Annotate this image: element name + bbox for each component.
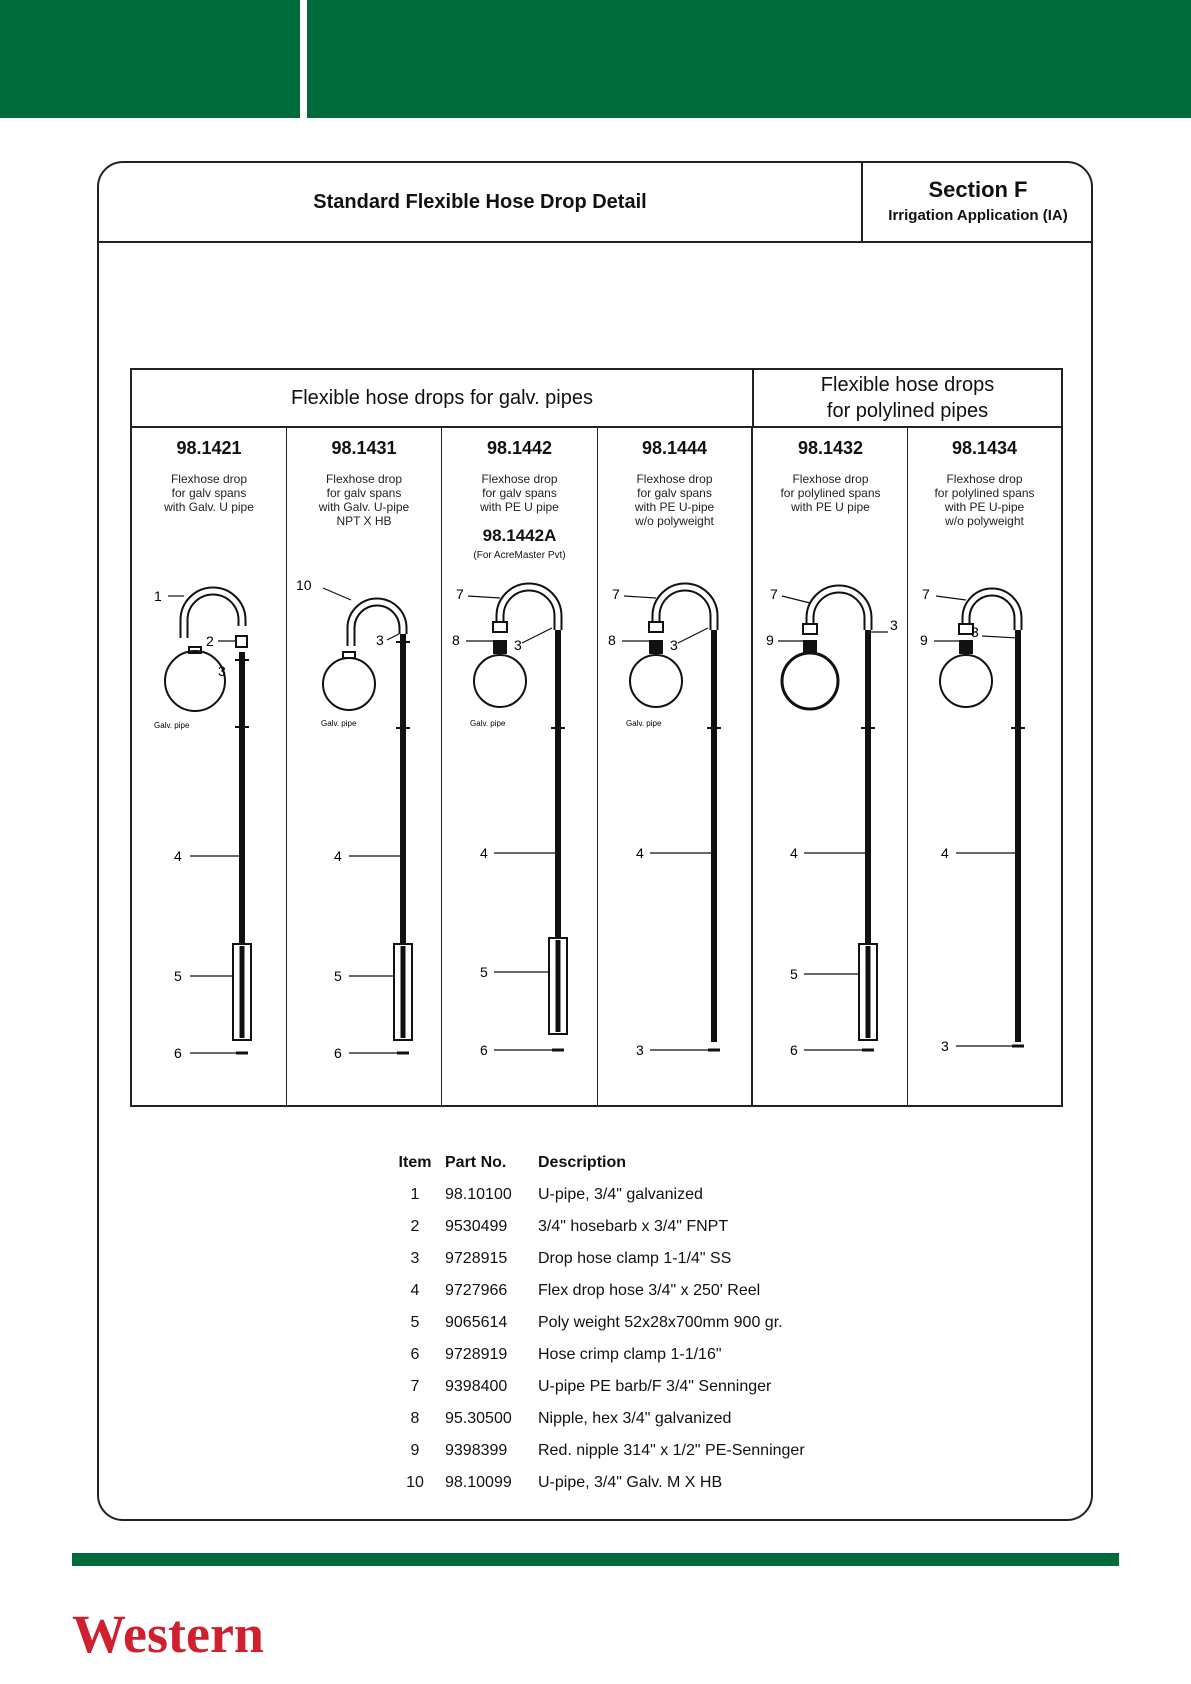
callout: 7 [922, 586, 930, 602]
callout: 4 [790, 845, 798, 861]
row-part-no: 98.10099 [445, 1474, 512, 1491]
callout: 3 [941, 1038, 949, 1054]
drop-column-98-1444 [598, 428, 753, 1105]
row-description: Drop hose clamp 1-1/4" SS [538, 1250, 732, 1267]
part-description [914, 472, 1055, 528]
parts-list-header [390, 1154, 910, 1184]
row-description: U-pipe, 3/4" galvanized [538, 1186, 703, 1203]
row-part-no: 9398400 [445, 1378, 508, 1395]
row-part-no: 95.30500 [445, 1410, 512, 1427]
callout: 5 [790, 966, 798, 982]
desc-line: for polylined spans [934, 486, 1035, 500]
part-number: 98.1444 [641, 438, 708, 458]
drop-diagram-98-1431 [287, 428, 442, 1105]
row-description: Hose crimp clamp 1-1/16" [538, 1346, 722, 1363]
row-part-no: 9727966 [445, 1282, 508, 1299]
drop-column-98-1442 [442, 428, 598, 1105]
desc-line: with Galv. U pipe [164, 500, 254, 514]
header-item: Item [398, 1154, 432, 1171]
callout: 3 [636, 1042, 644, 1058]
row-description: U-pipe, 3/4" Galv. M X HB [538, 1474, 723, 1491]
callout: 3 [890, 617, 898, 633]
row-part-no: 9728915 [445, 1250, 508, 1267]
callout: 6 [480, 1042, 488, 1058]
pipe-label: Galv. pipe [154, 721, 190, 730]
callout: 4 [174, 848, 182, 864]
part-description [293, 472, 435, 528]
drop-diagram-98-1432 [754, 428, 909, 1105]
row-item: 2 [410, 1218, 420, 1235]
part-number: 98.1431 [331, 438, 397, 458]
pipe-label: Galv. pipe [321, 719, 357, 728]
part-number: 98.1434 [951, 438, 1018, 458]
parts-list-row [390, 1186, 910, 1216]
parts-list-row [390, 1282, 910, 1312]
parts-list-row [390, 1346, 910, 1376]
row-item: 7 [410, 1378, 420, 1395]
callout: 4 [480, 845, 488, 861]
callout: 9 [920, 632, 928, 648]
row-item: 8 [410, 1410, 420, 1427]
part-description [448, 472, 591, 514]
row-item: 1 [410, 1186, 420, 1203]
callout: 1 [154, 588, 162, 604]
row-description: Flex drop hose 3/4" x 250' Reel [538, 1282, 761, 1299]
callout: 6 [174, 1045, 182, 1061]
alternate-part-number: 98.1442A [482, 526, 557, 545]
desc-line: w/o polyweight [945, 514, 1024, 528]
desc-line: for galv spans [637, 486, 712, 500]
part-number: 98.1442 [486, 438, 553, 458]
row-part-no: 9065614 [445, 1314, 508, 1331]
row-description: U-pipe PE barb/F 3/4" Senninger [538, 1378, 772, 1395]
western-logo [70, 1600, 340, 1670]
parts-list-row [390, 1250, 910, 1280]
drop-column-98-1431 [287, 428, 442, 1105]
part-number: 98.1432 [797, 438, 864, 458]
pipe-label: Galv. pipe [626, 719, 662, 728]
parts-list-row [390, 1474, 910, 1504]
desc-line: w/o polyweight [635, 514, 714, 528]
row-item: 5 [410, 1314, 420, 1331]
header-band-left [0, 0, 300, 118]
group-galv-header: Flexible hose drops for galv. pipes [132, 370, 754, 428]
callout: 8 [608, 632, 616, 648]
alternate-part-note: (For AcreMaster Pvt) [473, 550, 566, 561]
desc-line: NPT X HB [336, 514, 392, 528]
drop-column-98-1434 [908, 428, 1061, 1105]
callout: 7 [456, 586, 464, 602]
parts-list-row [390, 1410, 910, 1440]
drop-column-98-1432 [754, 428, 908, 1105]
desc-line: Flexhose drop [170, 472, 248, 486]
callout: 4 [636, 845, 644, 861]
callout: 3 [971, 624, 979, 640]
group-poly-line2: for polylined pipes [826, 400, 989, 422]
parts-list-row [390, 1442, 910, 1472]
desc-line: Flexhose drop [946, 472, 1023, 486]
desc-line: with PE U pipe [480, 500, 559, 514]
row-item: 6 [410, 1346, 420, 1363]
callout: 5 [334, 968, 342, 984]
callout: 3 [670, 637, 678, 653]
row-description: Nipple, hex 3/4" galvanized [538, 1410, 732, 1427]
hose-drop-grid [130, 368, 1063, 1107]
desc-line: for galv spans [171, 486, 247, 500]
header-band-right [307, 0, 1191, 118]
callout: 6 [334, 1045, 342, 1061]
desc-line: for polylined spans [780, 486, 881, 500]
callout: 9 [766, 632, 774, 648]
drop-diagram-98-1434 [908, 428, 1063, 1105]
callout: 6 [790, 1042, 798, 1058]
desc-line: with Galv. U-pipe [318, 500, 410, 514]
desc-line: Flexhose drop [636, 472, 713, 486]
group-poly-line1: Flexible hose drops [820, 374, 995, 396]
callout: 5 [480, 964, 488, 980]
row-description: 3/4" hosebarb x 3/4" FNPT [538, 1218, 729, 1235]
row-item: 4 [410, 1282, 420, 1299]
desc-line: with PE U pipe [791, 500, 870, 514]
row-part-no: 9398399 [445, 1442, 508, 1459]
callout: 3 [376, 632, 384, 648]
parts-list-row [390, 1378, 910, 1408]
callout: 3 [514, 637, 522, 653]
part-description [138, 472, 280, 514]
parts-list-row [390, 1314, 910, 1344]
row-part-no: 9530499 [445, 1218, 508, 1235]
section-block [863, 163, 1093, 241]
callout: 4 [941, 845, 949, 861]
desc-line: with PE U-pipe [634, 500, 715, 514]
row-description: Poly weight 52x28x700mm 900 gr. [538, 1314, 783, 1331]
callout: 4 [334, 848, 342, 864]
desc-line: for galv spans [326, 486, 402, 500]
callout: 7 [770, 586, 778, 602]
callout: 2 [206, 633, 214, 649]
drop-diagram-98-1421 [132, 428, 287, 1105]
drop-column-98-1421 [132, 428, 287, 1105]
title-block [99, 163, 1091, 243]
drop-diagram-98-1444 [598, 428, 753, 1105]
header-part-no: Part No. [445, 1154, 507, 1171]
part-number: 98.1421 [176, 438, 242, 458]
brand-wordmark: Western [72, 1604, 264, 1664]
callout: 5 [174, 968, 182, 984]
pipe-label: Galv. pipe [470, 719, 506, 728]
drawing-title: Standard Flexible Hose Drop Detail [99, 163, 863, 241]
desc-line: with PE U-pipe [944, 500, 1025, 514]
section-subtitle: Irrigation Application (IA) [888, 207, 1068, 224]
row-item: 3 [410, 1250, 420, 1267]
row-item: 10 [406, 1474, 424, 1491]
group-poly-header [754, 370, 1061, 428]
footer-bar [72, 1553, 1119, 1566]
desc-line: Flexhose drop [325, 472, 403, 486]
desc-line: Flexhose drop [792, 472, 869, 486]
section-name: Section F [928, 177, 1028, 202]
part-description [604, 472, 745, 528]
callout: 10 [296, 577, 312, 593]
desc-line: for galv spans [482, 486, 557, 500]
desc-line: Flexhose drop [481, 472, 558, 486]
row-part-no: 98.10100 [445, 1186, 512, 1203]
callout: 8 [452, 632, 460, 648]
callout: 3 [218, 663, 226, 679]
parts-list-row [390, 1218, 910, 1248]
header-description: Description [538, 1154, 627, 1171]
row-description: Red. nipple 314" x 1/2" PE-Senninger [538, 1442, 805, 1459]
callout: 7 [612, 586, 620, 602]
part-description [760, 472, 901, 514]
row-part-no: 9728919 [445, 1346, 508, 1363]
row-item: 9 [410, 1442, 420, 1459]
